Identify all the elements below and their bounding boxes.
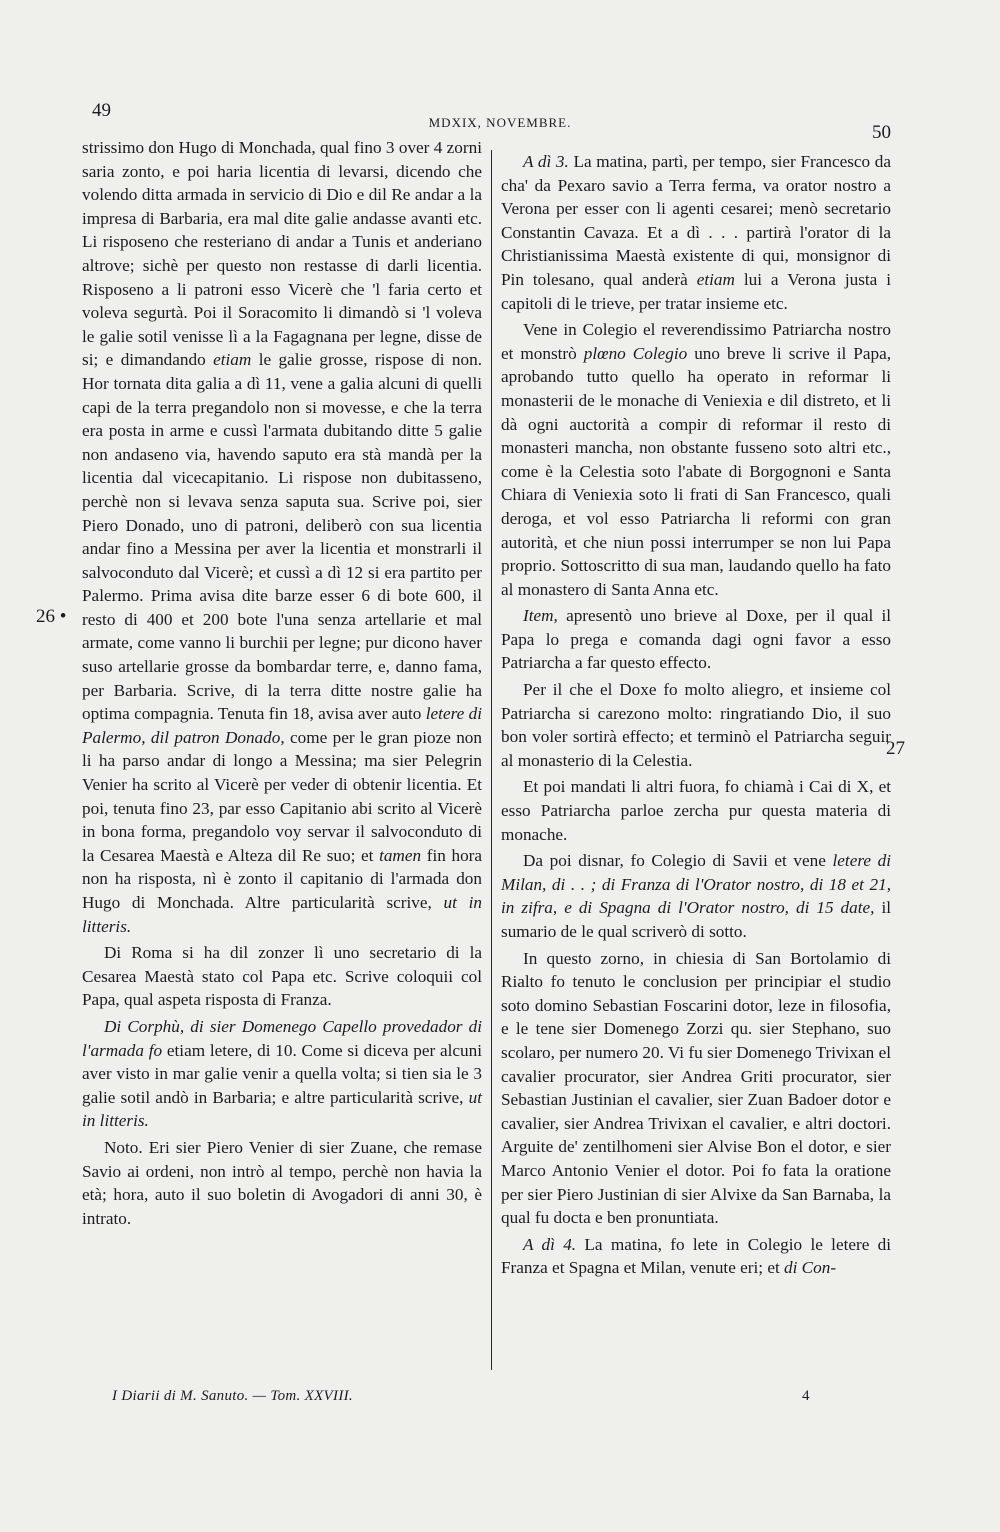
right-column <box>501 150 891 1283</box>
paragraph <box>501 1233 891 1280</box>
right-page-number: 50 <box>872 122 891 143</box>
paragraph <box>82 1015 482 1133</box>
italic-text: di Con- <box>784 1258 837 1278</box>
paragraph <box>501 678 891 772</box>
italic-text: A dì 4. <box>523 1234 577 1254</box>
italic-text: tamen <box>379 845 422 865</box>
italic-text: letere di Milan, di . . ; di Franza di l'Orator nostro, di 18 et 21, in zifra, e di Spagna di l'Orator nostro, di 15 date, <box>501 851 891 918</box>
paragraph <box>82 1136 482 1230</box>
paragraph <box>501 775 891 846</box>
text: etiam letere, di 10. <box>166 1040 297 1060</box>
paragraph <box>501 604 891 675</box>
paragraph <box>501 947 891 1230</box>
text: apresentò uno brieve al Doxe, per il qual il Papa lo prega e comanda dagi ogni favor a esso Patriarcha a far questo effecto. <box>501 606 892 673</box>
text: come per le gran pioze non li ha parso andar di longo a Messina; ma sier Pelegrin Venier ha scrito al Vicerè per veder di obtenir licentia. Et poi, tenuta fino 23, par esso Capitanio abi scrito al Vicerè in bona forma, pregandolo voy servar il salvoconduto di la Cesarea Maestà e Alteza dil Re suo; et <box>82 727 482 865</box>
text: In questo zorno, in chiesia di San Bortolamio di Rialto fo tenuto le conclusion per principiar el studio soto domino Sebastian Foscarini dotor, leze in filosofia, e le tene sier Domenego Zorzi qu. sier Stephano, suo scolaro, per numero 20. Vi fu sier Domenego Trivixan el cavalier procurator, sier Andrea Griti procurator, sier Sebastian Justinian el cavalier, sier Zuan Badoer dotor e cavalier, sier Andrea Trivixan el cavalier, e altri doctori. Arguite de' zentilhomeni sier Alvise Bon el dotor, e sier Marco Antonio Venier el dotor. Poi fo fata la oratione per sier Piero Justinian di sier Alvixe da San Barnaba, la qual fu docta e ben pronuntiata. <box>501 948 891 1228</box>
text: La matina, partì, per tempo, sier Francesco da cha' da Pexaro savio a Terra ferma, va orator nostro a Verona per esser con li agenti cesarei; menò secretario Constantin Cavaza. Et a dì . . . partirà l'orator di la Christianissima Maestà existente di qui, monsignor di Pin tolesano, qual anderà <box>501 152 892 289</box>
footer-signature: I Diarii di M. Sanuto. — Tom. XXVIII. <box>112 1388 353 1404</box>
margin-number-left: 26 • <box>36 606 67 627</box>
paragraph <box>501 849 891 943</box>
text: La matina, fo lete in Colegio le letere di Franza et Spagna et Milan, venute eri; et <box>501 1234 892 1278</box>
italic-text: etiam <box>696 269 735 289</box>
italic-text: letere di Palermo, dil patron Donado, <box>82 704 483 747</box>
italic-text: Item, <box>523 606 558 626</box>
running-title: MDXIX, NOVEMBRE. <box>428 115 572 130</box>
left-page-number: 49 <box>92 100 111 121</box>
text: Di Roma si ha dil zonzer lì uno secretario di la Cesarea Maestà stato col Papa etc. Scrive coloquii col Papa, qual aspeta risposta di Franza. <box>82 943 482 1010</box>
text: fin hora non ha risposta, nì è zonto il capitanio di l'armada don Hugo di Monchada. Altre particularità scrive, <box>82 845 483 912</box>
text: lui a Verona justa i capitoli di le trieve, per tratar insieme etc. <box>501 269 892 313</box>
paragraph <box>501 318 891 601</box>
italic-text: etiam <box>213 350 252 370</box>
text: Et poi mandati li altri fuora, fo chiamà i Cai di X, et esso Patriarcha parloe zercha pur questa materia di monache. <box>501 777 891 844</box>
paragraph <box>82 941 482 1012</box>
text: Per il che el Doxe fo molto aliegro, et insieme col Patriarcha si carezono molto: ringratiando Dio, il suo bon voler sortirà effecto; et terminò el Patriarcha seguir al monasterio di la Celestia. <box>501 680 891 770</box>
italic-text: ut in litteris. <box>82 893 482 936</box>
margin-number-right: 27 <box>886 738 905 759</box>
text: Come si diceva per alcuni aver visto in mar galie venir a quella volta; si tien sia le 3 galie sotil andò in Barbaria; e altre particularità scrive, <box>82 1040 483 1107</box>
text: Noto. Eri sier Piero Venier di sier Zuane, che remase Savio ai ordeni, non intrò al tempo, perchè non havia la età; hora, auto il suo boletin di Avogadori di anni 30, è intrato. <box>82 1137 482 1228</box>
paragraph <box>501 150 891 315</box>
text: uno breve li scrive il Papa, aprobando tutto quello ha operato in reformar li monasterii de le monache di Veniexia e dil distreto, et li dà ogni auctorità a compir di reformar il resto di monasteri mancha, non obstante fusseno soto altri etc., come è la Celestia soto l'abate di Borgognoni e Santa Chiara di Veniexia soto li frati di San Francesco, quali deroga, et vol esso Patriarcha li reformi con gran autorità, et che niun possi interrumper se non lui Papa proprio. Sottoscritto di sua man, laudando quello ha fato al monastero di Santa Anna etc. <box>501 343 891 599</box>
text: Da poi disnar, fo Colegio di Savii et vene <box>523 851 826 871</box>
italic-text: Di Corphù, di sier Domenego Capello provedador di l'armada fo <box>82 1016 482 1060</box>
italic-text: A dì 3. <box>523 152 569 171</box>
italic-text: plœno Colegio <box>583 343 688 363</box>
column-divider <box>491 150 492 1370</box>
text: il sumario de le qual scriverò di sotto. <box>501 898 892 941</box>
paragraph <box>82 136 482 938</box>
footer-signature-number: 4 <box>802 1388 810 1404</box>
italic-text: ut in litteris. <box>82 1087 482 1131</box>
text: Vene in Colegio el reverendissimo Patriarcha nostro et monstrò <box>501 320 891 363</box>
text: le galie grosse, rispose di non. Hor tornata dita galia a dì 11, vene a galia alcuni di quelli capi de la terra pregandolo non si movesse, e che la terra era posta in arme e cussì l'armata dubitando ditte 5 galie non andaseno via, havendo saputo era stà mandà per la licentia dal vicecapitanio. Li rispose non dubitasseno, perchè non si levava senza saputa sua. Scrive poi, sier Piero Donado, uno di patroni, deliberò con sua licentia andar fino a Messina per aver la licentia et monstrarli il salvoconduto dal Vicerè; et cussì a dì 12 si era partito per Palermo. Prima avisa dite barze esser 6 di bote 600, il resto di 400 et 200 bote l'una senza artellarie et mal armate, come vanno li burchii per legne; pur dicono haver suso artellarie grosse da bombardar terre, e, danno fama, per Barbaria. Scrive, di la terra ditte nostre galie ha optima compagnia. Tenuta fin 18, avisa aver auto <box>82 350 482 724</box>
text: strissimo don Hugo di Monchada, qual fino 3 over 4 zorni saria zonto, e poi haria licentia di levarsi, dicendo che volendo ditta armada in servicio di Dio e dil Re andar a la impresa di Barbaria, era mal dite galie andasse avanti etc. Li risposeno che resteriano di andar a Tunis et anderiano altrove; sichè per questo non restasse di darli licentia. Risposeno a li patroni esso Vicerè che 'l faria certo et voleva segurtà. Poi il Soracomito li dimandò si 'l voleva le galie sotil venisse lì a la Fagagnana per legne, disse de si; e dimandando <box>82 138 482 370</box>
left-column <box>82 136 482 1233</box>
